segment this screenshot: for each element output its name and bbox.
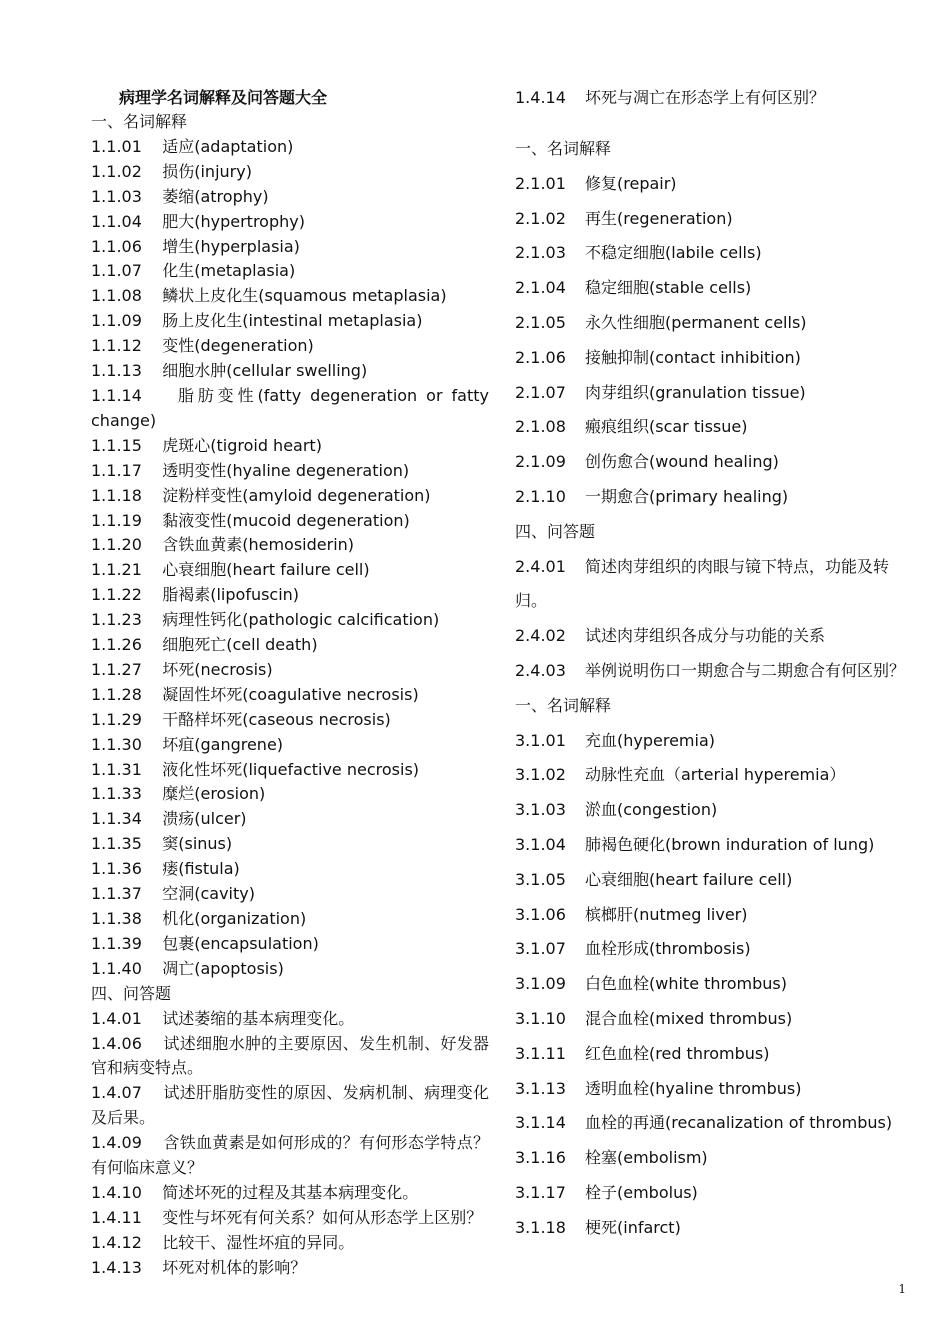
term-item: [91, 733, 489, 758]
term-item: [91, 434, 489, 459]
term-text: 窦(sinus): [162, 834, 233, 854]
term-number: 2.1.03: [515, 243, 566, 263]
term-item: [91, 857, 489, 882]
term-text: 损伤(injury): [162, 161, 252, 181]
term-item: [91, 807, 489, 832]
term-text: 瘘(fistula): [162, 859, 240, 879]
term-text: 心衰细胞(heart failure cell): [162, 560, 370, 580]
term-text: 永久性细胞(permanent cells): [585, 312, 807, 332]
question-item: [91, 1131, 489, 1181]
term-text: 再生(regeneration): [585, 208, 733, 228]
section-heading-questions: 四、问答题: [91, 983, 172, 1003]
term-number: 1.1.30: [91, 734, 142, 754]
term-number: 3.1.04: [515, 834, 566, 854]
term-text: 增生(hyperplasia): [162, 236, 300, 256]
term-text: 血栓形成(thrombosis): [585, 939, 751, 959]
term-item: [515, 480, 920, 515]
term-text: 病理性钙化(pathologic calcification): [162, 610, 440, 630]
term-text: 心衰细胞(heart failure cell): [585, 869, 793, 889]
question-item: [91, 1181, 489, 1206]
term-number: 2.1.07: [515, 382, 566, 402]
term-item: [91, 758, 489, 783]
term-item: [91, 210, 489, 235]
term-list: [515, 724, 920, 1246]
term-item: [91, 459, 489, 484]
term-list: [91, 135, 489, 384]
term-item: [515, 1037, 920, 1072]
term-number: 1.1.02: [91, 161, 142, 181]
term-list: [91, 434, 489, 982]
question-text: 简述坏死的过程及其基本病理变化。: [162, 1182, 419, 1202]
term-number: 3.1.03: [515, 800, 566, 820]
term-number: 1.1.36: [91, 859, 142, 879]
term-item: [91, 235, 489, 260]
term-number: 1.1.35: [91, 834, 142, 854]
question-text: 试述肉芽组织各成分与功能的关系: [585, 626, 826, 646]
term-number: 2.1.04: [515, 278, 566, 298]
term-item: [91, 658, 489, 683]
term-item: [91, 608, 489, 633]
term-number: 1.1.07: [91, 261, 142, 281]
term-number: 1.1.06: [91, 236, 142, 256]
question-text: 比较干、湿性坏疽的异同。: [162, 1232, 355, 1252]
section-heading-terms: 一、名词解释: [515, 695, 612, 715]
term-item: [91, 882, 489, 907]
term-text: 接触抑制(contact inhibition): [585, 347, 801, 367]
term-text: 含铁血黄素(hemosiderin): [162, 535, 355, 555]
term-item: [515, 167, 920, 202]
term-number: 1.1.27: [91, 659, 142, 679]
term-number: 3.1.01: [515, 730, 566, 750]
term-item: [91, 284, 489, 309]
term-text: 栓子(embolus): [585, 1182, 698, 1202]
question-item: [515, 654, 920, 689]
question-number: 2.4.03: [515, 660, 566, 680]
term-text: 肺褐色硬化(brown induration of lung): [585, 834, 875, 854]
term-number: 3.1.17: [515, 1182, 566, 1202]
term-text: 一期愈合(primary healing): [585, 486, 789, 506]
question-number: 1.4.10: [91, 1182, 142, 1202]
question-text: 试述萎缩的基本病理变化。: [162, 1008, 355, 1028]
term-text: 包裹(encapsulation): [162, 933, 319, 953]
term-number: 3.1.10: [515, 1008, 566, 1028]
term-item: [515, 898, 920, 933]
question-number: 2.4.01: [515, 556, 566, 576]
document-title: 病理学名词解释及问答题大全: [119, 88, 328, 107]
term-item: [515, 1002, 920, 1037]
left-column: [91, 86, 489, 1281]
term-item: [515, 410, 920, 445]
term-text: 白色血栓(white thrombus): [585, 974, 788, 994]
term-number: 1.1.04: [91, 211, 142, 231]
term-text: 细胞死亡(cell death): [162, 635, 318, 655]
term-text: 溃疡(ulcer): [162, 809, 247, 829]
question-item: [515, 619, 920, 654]
term-item: [515, 863, 920, 898]
term-text: 干酪样坏死(caseous necrosis): [162, 709, 391, 729]
term-text: 坏死(necrosis): [162, 659, 273, 679]
term-number: 2.1.08: [515, 417, 566, 437]
term-text: 红色血栓(red thrombus): [585, 1043, 770, 1063]
term-item: [91, 633, 489, 658]
term-text: 黏液变性(mucoid degeneration): [162, 510, 410, 530]
term-number: 3.1.18: [515, 1217, 566, 1237]
question-list: [515, 550, 920, 689]
term-text: 充血(hyperemia): [585, 730, 716, 750]
question-text: 坏死与凋亡在形态学上有何区别？: [585, 88, 826, 107]
term-item: [91, 558, 489, 583]
question-number: 1.4.07: [91, 1083, 142, 1103]
term-text: 透明血栓(hyaline thrombus): [585, 1078, 802, 1098]
term-list: [515, 167, 920, 515]
term-number: 1.1.03: [91, 186, 142, 206]
term-number: 3.1.06: [515, 904, 566, 924]
term-number: 2.1.01: [515, 173, 566, 193]
term-item: [515, 1106, 920, 1141]
term-text: 透明变性(hyaline degeneration): [162, 460, 410, 480]
question-number: 1.4.13: [91, 1257, 142, 1277]
term-item: [515, 967, 920, 1002]
page-number: 1: [898, 1282, 906, 1296]
term-text: 肥大(hypertrophy): [162, 211, 305, 231]
section-heading-questions: 四、问答题: [515, 521, 596, 541]
question-number: 1.4.11: [91, 1207, 142, 1227]
term-number: 1.1.31: [91, 759, 142, 779]
term-item: [515, 202, 920, 237]
term-text: 细胞水肿(cellular swelling): [162, 361, 368, 381]
term-item: [515, 758, 920, 793]
term-text: 空洞(cavity): [162, 884, 255, 904]
term-item: [91, 509, 489, 534]
term-text: 稳定细胞(stable cells): [585, 278, 752, 298]
term-text: 创伤愈合(wound healing): [585, 452, 779, 472]
term-item: [515, 306, 920, 341]
term-item: [91, 160, 489, 185]
question-item: [91, 1081, 489, 1131]
term-number: 1.1.19: [91, 510, 142, 530]
term-number: 3.1.07: [515, 939, 566, 959]
term-item: [91, 309, 489, 334]
term-number: 1.1.14: [91, 385, 142, 405]
term-text: 变性(degeneration): [162, 336, 314, 356]
term-item: [91, 334, 489, 359]
term-text: 淤血(congestion): [585, 800, 718, 820]
question-item: [515, 550, 920, 620]
term-item: [91, 683, 489, 708]
term-text: 鳞状上皮化生(squamous metaplasia): [162, 286, 447, 306]
term-text: 脂褐素(lipofuscin): [162, 585, 300, 605]
term-number: 2.1.10: [515, 486, 566, 506]
term-item: [91, 907, 489, 932]
term-text: 动脉性充血（arterial hyperemia）: [585, 765, 846, 785]
term-text: 肉芽组织(granulation tissue): [585, 382, 806, 402]
question-text: 坏死对机体的影响？: [162, 1257, 307, 1277]
term-item: [515, 341, 920, 376]
term-text: 血栓的再通(recanalization of thrombus): [585, 1113, 893, 1133]
term-item: [515, 1072, 920, 1107]
term-item: [515, 445, 920, 480]
term-item: [515, 271, 920, 306]
question-number: 1.4.14: [515, 88, 566, 107]
term-item: [515, 828, 920, 863]
term-number: 1.1.08: [91, 286, 142, 306]
term-item: [515, 932, 920, 967]
term-number: 1.1.20: [91, 535, 142, 555]
section-heading-terms: 一、名词解释: [515, 139, 612, 158]
question-text: 试述细胞水肿的主要原因、发生机制、好发器官和病变特点。: [91, 1033, 489, 1078]
question-text: 简述肉芽组织的肉眼与镜下特点，功能及转归。: [515, 556, 890, 611]
term-text: 适应(adaptation): [162, 136, 294, 156]
term-number: 1.1.34: [91, 809, 142, 829]
question-text: 试述肝脂肪变性的原因、发病机制、病理变化及后果。: [91, 1083, 489, 1128]
term-number: 1.1.26: [91, 635, 142, 655]
term-text: 凋亡(apoptosis): [162, 958, 284, 978]
term-item: [91, 708, 489, 733]
term-text: 肠上皮化生(intestinal metaplasia): [162, 311, 423, 331]
term-item: [91, 384, 489, 434]
term-item: [91, 259, 489, 284]
term-item: [91, 932, 489, 957]
term-number: 1.1.01: [91, 136, 142, 156]
question-list: [91, 1007, 489, 1281]
question-number: 2.4.02: [515, 626, 566, 646]
term-item: [91, 832, 489, 857]
term-number: 1.1.33: [91, 784, 142, 804]
question-item: [91, 1206, 489, 1231]
term-number: 1.1.12: [91, 336, 142, 356]
term-item: [515, 1141, 920, 1176]
term-item: [515, 1176, 920, 1211]
question-number: 1.4.09: [91, 1133, 142, 1153]
term-text: 坏疽(gangrene): [162, 734, 284, 754]
term-item: [91, 533, 489, 558]
question-item: [91, 1007, 489, 1032]
term-item: [91, 185, 489, 210]
term-item: [515, 724, 920, 759]
term-item: [515, 1211, 920, 1246]
term-number: 1.1.29: [91, 709, 142, 729]
term-item: [91, 484, 489, 509]
right-column: [515, 86, 920, 1246]
term-number: 1.1.21: [91, 560, 142, 580]
term-text: 凝固性坏死(coagulative necrosis): [162, 684, 419, 704]
question-text: 含铁血黄素是如何形成的？有何形态学特点？有何临床意义？: [91, 1133, 489, 1178]
term-number: 1.1.18: [91, 485, 142, 505]
term-number: 1.1.37: [91, 884, 142, 904]
section-heading-terms: 一、名词解释: [91, 112, 188, 131]
term-number: 2.1.02: [515, 208, 566, 228]
term-number: 3.1.16: [515, 1148, 566, 1168]
term-item: [91, 957, 489, 982]
question-number: 1.4.12: [91, 1232, 142, 1252]
term-number: 3.1.02: [515, 765, 566, 785]
term-number: 3.1.13: [515, 1078, 566, 1098]
term-item: [515, 376, 920, 411]
term-number: 1.1.09: [91, 311, 142, 331]
term-text: 脂肪变性(fatty degeneration or fatty change): [91, 385, 489, 430]
term-number: 1.1.39: [91, 933, 142, 953]
term-item: [91, 359, 489, 384]
term-number: 1.1.28: [91, 684, 142, 704]
term-text: 糜烂(erosion): [162, 784, 266, 804]
term-text: 机化(organization): [162, 909, 307, 928]
term-number: 3.1.05: [515, 869, 566, 889]
term-item: [515, 236, 920, 271]
term-number: 1.1.23: [91, 610, 142, 630]
term-text: 修复(repair): [585, 173, 677, 193]
term-number: 1.1.22: [91, 585, 142, 605]
question-number: 1.4.01: [91, 1008, 142, 1028]
question-item: [91, 1032, 489, 1082]
term-item: [91, 782, 489, 807]
term-number: 1.1.17: [91, 460, 142, 480]
term-number: 3.1.09: [515, 974, 566, 994]
question-item: [91, 1231, 489, 1256]
term-text: 梗死(infarct): [585, 1217, 681, 1237]
term-item: [91, 135, 489, 160]
question-text: 变性与坏死有何关系？如何从形态学上区别？: [162, 1207, 483, 1227]
term-number: 3.1.11: [515, 1043, 566, 1063]
term-item: [515, 793, 920, 828]
term-text: 萎缩(atrophy): [162, 186, 269, 206]
term-number: 1.1.15: [91, 435, 142, 455]
term-number: 2.1.06: [515, 347, 566, 367]
term-text: 液化性坏死(liquefactive necrosis): [162, 759, 420, 779]
question-item: [515, 86, 920, 110]
question-number: 1.4.06: [91, 1033, 142, 1053]
term-text: 不稳定细胞(labile cells): [585, 243, 762, 263]
term-text: 虎斑心(tigroid heart): [162, 435, 322, 455]
term-number: 2.1.09: [515, 452, 566, 472]
term-number: 3.1.14: [515, 1113, 566, 1133]
term-number: 1.1.13: [91, 361, 142, 381]
term-text: 化生(metaplasia): [162, 261, 296, 281]
term-text: 混合血栓(mixed thrombus): [585, 1008, 793, 1028]
term-text: 淀粉样变性(amyloid degeneration): [162, 485, 431, 505]
term-item: [91, 583, 489, 608]
term-number: 1.1.40: [91, 958, 142, 978]
term-text: 槟榔肝(nutmeg liver): [585, 904, 748, 924]
term-number: 2.1.05: [515, 312, 566, 332]
question-item: [91, 1256, 489, 1281]
term-text: 栓塞(embolism): [585, 1148, 708, 1168]
question-text: 举例说明伤口一期愈合与二期愈合有何区别？: [585, 660, 906, 680]
term-text: 瘢痕组织(scar tissue): [585, 417, 748, 437]
term-number: 1.1.38: [91, 909, 142, 928]
